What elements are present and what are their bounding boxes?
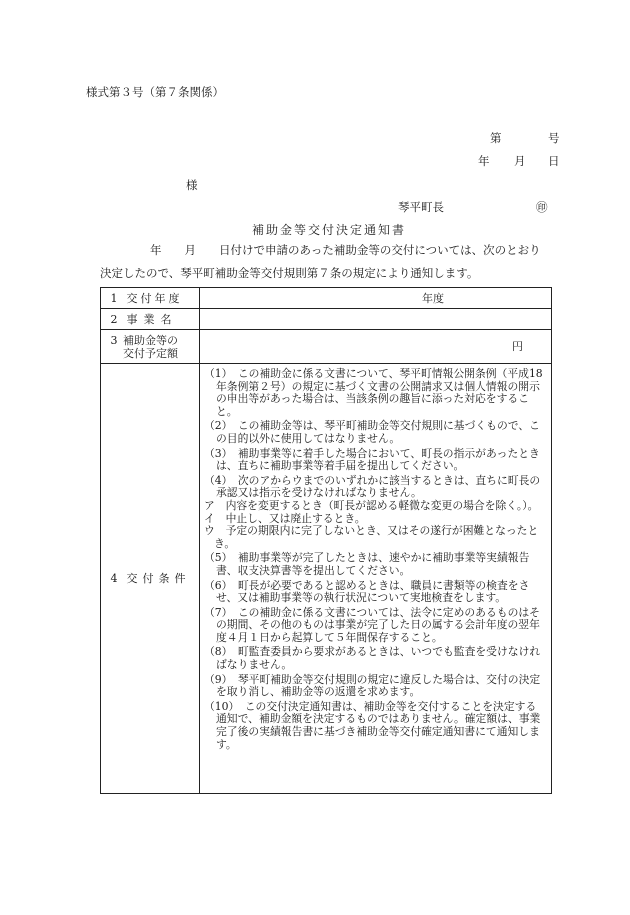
row-label-line-2: 交付予定額 xyxy=(123,346,178,360)
row-label-line-1: 補助金等の xyxy=(123,333,178,347)
condition-item: （4） 次のアからウまでのいずれかに該当するときは、直ちに町長の承認又は指示を受けなければなりません。 xyxy=(204,473,541,500)
condition-item: （7） この補助金に係る文書については、法令に定めのあるものはその期間、その他のものは事業が完了した日の属する会計年度の翌年度４月１日から起算して５年間保存すること。 xyxy=(204,605,540,644)
project-name-field[interactable] xyxy=(200,309,552,330)
condition-item: （8） 町監査委員から要求があるときは、いつでも監査を受けなければなりません。 xyxy=(204,645,541,672)
row-number: 3 xyxy=(110,333,118,347)
table-row xyxy=(101,309,552,330)
row-number: 1 xyxy=(110,291,118,305)
doc-number-go: 号 xyxy=(548,131,560,145)
table-row xyxy=(101,330,552,364)
issuer-name: 琴平町長 xyxy=(398,200,444,214)
condition-item: （2） この補助金等は、琴平町補助金等交付規則に基づくもので、この目的以外に使用してはなりません。 xyxy=(204,419,540,445)
amount-field[interactable] xyxy=(200,330,552,364)
conditions-list xyxy=(200,364,552,794)
date-year: 年 xyxy=(478,154,490,168)
recipient-suffix: 様 xyxy=(186,178,198,192)
condition-item: （3） 補助事業等に着手した場合において、町長の指示があったときは、直ちに補助事業等着手届を提出してください。 xyxy=(204,446,540,473)
row-label-project-name xyxy=(101,309,200,330)
seal-icon: ㊞ xyxy=(536,200,548,214)
grant-table xyxy=(100,287,552,794)
amount-unit: 円 xyxy=(512,340,523,353)
row-label-conditions xyxy=(101,364,200,794)
doc-number-dai: 第 xyxy=(490,131,502,145)
row-label-amount xyxy=(101,330,200,364)
form-number: 様式第３号（第７条関係） xyxy=(86,85,224,99)
condition-sub-item: ア 内容を変更するとき（町長が認める軽微な変更の場合を除く。）。 xyxy=(204,498,539,512)
row-label-fiscal-year xyxy=(101,288,200,309)
condition-item: （10） この交付決定通知書は、補助金等を交付することを決定する通知で、補助金額を決定するものではありません。確定額は、事業完了後の実績報告書に基づき補助金等交付確定通知書にて通知します。 xyxy=(204,699,541,751)
condition-sub-item: ウ 予定の期限内に完了しないとき、又はその遂行が困難となったとき。 xyxy=(204,524,539,550)
intro-line-1: 年 月 日付けで申請のあった補助金等の交付については、次のとおり xyxy=(150,243,541,257)
fiscal-year-field[interactable] xyxy=(200,288,552,309)
condition-item: （6） 町長が必要であると認めるときは、職員に書類等の検査をさせ、又は補助事業等の執行状況について実地検査をします。 xyxy=(204,578,530,605)
condition-item: （5） 補助事業等が完了したときは、速やかに補助事業等実績報告書、収支決算書等を提出してください。 xyxy=(204,551,530,577)
date-month: 月 xyxy=(514,154,526,168)
row-number: 4 xyxy=(110,572,118,585)
intro-line-2: 決定したので、琴平町補助金等交付規則第７条の規定により通知します。 xyxy=(100,266,479,280)
condition-item: （9） 琴平町補助金等交付規則の規定に違反した場合は、交付の決定を取り消し、補助金等の返還を求めます。 xyxy=(204,672,541,699)
row-label: 交付条件 xyxy=(126,572,191,585)
fiscal-year-unit: 年度 xyxy=(422,291,444,305)
date-day: 日 xyxy=(548,154,560,168)
condition-item: （1） この補助金に係る文書について、琴平町情報公開条例（平成18年条例第２号）の規定に基づく文書の公開請求又は個人情報の開示の申出等があった場合は、当該条例の趣旨に添った対応をすること。 xyxy=(204,367,543,418)
row-number: 2 xyxy=(110,312,118,326)
condition-sub-item: イ 中止し、又は廃止するとき。 xyxy=(204,511,366,525)
table-row xyxy=(101,364,552,794)
row-label: 交付年度 xyxy=(126,291,183,305)
row-label: 事業名 xyxy=(126,312,178,326)
document-title: 補助金等交付決定通知書 xyxy=(252,223,407,237)
table-row xyxy=(101,288,552,309)
